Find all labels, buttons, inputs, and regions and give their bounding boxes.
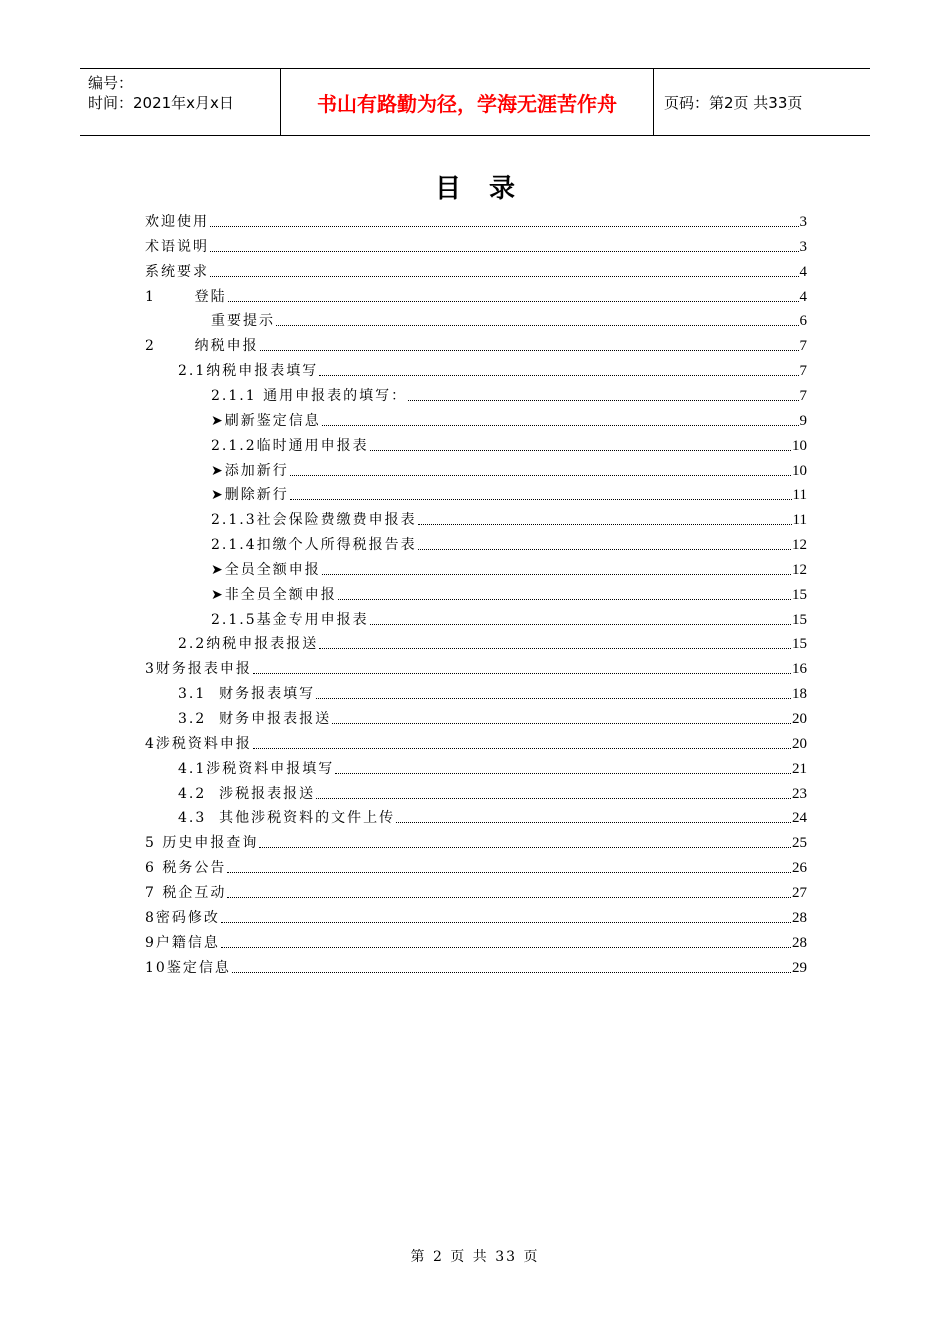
toc-entry[interactable] [145, 657, 807, 677]
page-title: 目录 [434, 174, 543, 204]
toc-entry[interactable] [211, 459, 807, 479]
toc-dot-leader [316, 698, 791, 699]
toc-entry[interactable] [211, 409, 807, 429]
toc-dot-leader [418, 549, 791, 550]
toc-entry-label: 重要提示 [211, 313, 275, 330]
toc-entry-page: 21 [792, 760, 807, 777]
toc-dot-leader [227, 872, 791, 873]
toc-entry[interactable] [145, 831, 807, 851]
toc-entry[interactable] [145, 856, 807, 876]
toc-entry-label: 7 税企互动 [145, 884, 227, 901]
toc-entry-page: 9 [799, 412, 807, 429]
toc-dot-leader [290, 475, 791, 476]
toc-entry-label: 2.1.5基金专用申报表 [211, 611, 369, 628]
toc-entry[interactable] [211, 309, 807, 329]
time-text: 时间：2021年x月x日 [88, 94, 234, 112]
toc-dot-leader [322, 425, 799, 426]
toc-entry[interactable] [178, 707, 807, 727]
toc-entry-page: 10 [792, 437, 807, 454]
toc-entry-page: 28 [792, 909, 807, 926]
toc-entry-label: 3财务报表申报 [145, 661, 252, 678]
toc-entry-label: 4.2 涉税报表报送 [178, 785, 316, 802]
toc-entry-label: 10鉴定信息 [145, 959, 231, 976]
toc-entry-page: 15 [792, 611, 807, 628]
toc-dot-leader [396, 822, 791, 823]
toc-entry-label: 欢迎使用 [145, 214, 209, 230]
toc-dot-leader [332, 723, 791, 724]
toc-entry-page: 11 [792, 487, 807, 504]
toc-entry-page: 7 [799, 387, 807, 404]
toc-entry-label: 2.1.1 通用申报表的填写： [211, 387, 408, 404]
page-header [80, 68, 870, 136]
toc-dot-leader [221, 922, 791, 923]
toc-dot-leader [227, 897, 791, 898]
toc-entry-label: ➤添加新行 [211, 462, 289, 479]
toc-entry-label: ➤刷新鉴定信息 [211, 412, 321, 429]
toc-entry[interactable] [211, 508, 807, 528]
toc-dot-leader [221, 947, 791, 948]
toc-entry-page: 27 [792, 884, 807, 901]
toc-entry[interactable] [211, 384, 807, 404]
header-page-number: 页码：第2页 共33页 [664, 93, 803, 112]
toc-entry-page: 12 [792, 561, 807, 578]
toc-entry-label: ➤非全员全额申报 [211, 586, 337, 603]
toc-dot-leader [253, 748, 791, 749]
toc-entry[interactable] [178, 782, 807, 802]
toc-dot-leader [232, 972, 791, 973]
toc-entry-page: 3 [799, 214, 807, 230]
toc-entry-label: 2.1纳税申报表填写 [178, 363, 319, 380]
toc-entry-label: 9户籍信息 [145, 934, 220, 951]
toc-entry[interactable] [145, 285, 807, 305]
toc-dot-leader [319, 375, 798, 376]
toc-entry[interactable] [178, 806, 807, 826]
toc-dot-leader [210, 226, 799, 227]
toc-entry-page: 18 [792, 686, 807, 703]
toc-entry-page: 7 [799, 363, 807, 380]
toc-dot-leader [316, 798, 791, 799]
toc-entry-page: 16 [792, 661, 807, 678]
toc-entry-page: 25 [792, 835, 807, 852]
toc-entry-label: 2.2纳税申报表报送 [178, 636, 319, 653]
toc-entry-page: 12 [792, 537, 807, 554]
toc-entry-page: 20 [792, 711, 807, 727]
toc-entry-label: 5 历史申报查询 [145, 835, 259, 852]
toc-entry-label: 术语说明 [145, 238, 209, 255]
number-label: 编号： [88, 74, 134, 92]
toc-entry[interactable] [178, 359, 807, 379]
toc-entry[interactable] [211, 583, 807, 603]
toc-dot-leader [260, 350, 799, 351]
toc-entry-page: 4 [799, 288, 807, 305]
toc-dot-leader [276, 325, 799, 326]
toc-entry-label: 2 纳税申报 [145, 338, 259, 355]
header-motto: 书山有路勤为径，学海无涯苦作舟 [281, 69, 654, 135]
toc-dot-leader [210, 251, 799, 252]
toc-entry[interactable] [145, 906, 807, 926]
toc-entry-page: 15 [792, 636, 807, 653]
toc-entry-label: 4.1涉税资料申报填写 [178, 760, 335, 777]
toc-entry[interactable] [211, 434, 807, 454]
toc-entry-label: 6 税务公告 [145, 860, 227, 877]
toc-entry-page: 29 [792, 959, 807, 976]
toc-entry[interactable] [145, 956, 807, 976]
toc-entry-label: 4.3 其他涉税资料的文件上传 [178, 810, 396, 827]
toc-entry[interactable] [211, 483, 807, 503]
toc-entry[interactable] [145, 235, 807, 255]
toc-dot-leader [370, 450, 791, 451]
toc-dot-leader [290, 499, 792, 500]
toc-entry-page: 10 [792, 462, 807, 479]
toc-dot-leader [418, 524, 792, 525]
toc-entry-page: 3 [799, 238, 807, 255]
toc-entry-label: 4涉税资料申报 [145, 735, 252, 752]
toc-dot-leader [228, 301, 799, 302]
toc-entry[interactable] [178, 682, 807, 702]
toc-dot-leader [210, 276, 799, 277]
toc-entry[interactable] [178, 757, 807, 777]
toc-entry-label: 3.1 财务报表填写 [178, 686, 316, 703]
toc-dot-leader [338, 599, 791, 600]
toc-entry[interactable] [211, 533, 807, 553]
toc-entry[interactable] [211, 558, 807, 578]
toc-entry-label: ➤全员全额申报 [211, 561, 321, 578]
toc-dot-leader [335, 773, 791, 774]
toc-dot-leader [408, 400, 798, 401]
toc-entry-page: 6 [799, 313, 807, 330]
toc-entry-label: 3.2 财务申报表报送 [178, 711, 332, 727]
header-meta [80, 69, 281, 135]
toc-entry-page: 23 [792, 785, 807, 802]
toc-entry-label: 2.1.4扣缴个人所得税报告表 [211, 537, 417, 554]
toc-dot-leader [322, 574, 791, 575]
toc-entry[interactable] [145, 210, 807, 230]
toc-dot-leader [319, 648, 791, 649]
toc-entry-label: 系统要求 [145, 263, 209, 280]
toc-entry-label: 2.1.3社会保险费缴费申报表 [211, 512, 417, 529]
toc-entry-label: 1 登陆 [145, 288, 227, 305]
toc-dot-leader [253, 673, 791, 674]
toc-entry-page: 4 [799, 263, 807, 280]
toc-entry-page: 11 [792, 512, 807, 529]
toc-entry[interactable] [145, 881, 807, 901]
toc-entry-page: 15 [792, 586, 807, 603]
toc-entry[interactable] [145, 732, 807, 752]
toc-entry-page: 7 [799, 338, 807, 355]
toc-entry-label: 2.1.2临时通用申报表 [211, 437, 369, 454]
toc-dot-leader [259, 847, 791, 848]
toc-entry[interactable] [178, 632, 807, 652]
toc-entry[interactable] [145, 931, 807, 951]
page-footer: 第 2 页 共 33 页 [410, 1249, 540, 1265]
toc-entry-page: 28 [792, 934, 807, 951]
toc-entry-label: 8密码修改 [145, 909, 220, 926]
toc-entry-page: 24 [792, 810, 807, 827]
toc-entry[interactable] [211, 608, 807, 628]
toc-entry[interactable] [145, 260, 807, 280]
toc-dot-leader [370, 624, 791, 625]
toc-entry-label: ➤删除新行 [211, 487, 289, 504]
toc-entry-page: 20 [792, 735, 807, 752]
toc-entry[interactable] [145, 334, 807, 354]
toc-entry-page: 26 [792, 860, 807, 877]
